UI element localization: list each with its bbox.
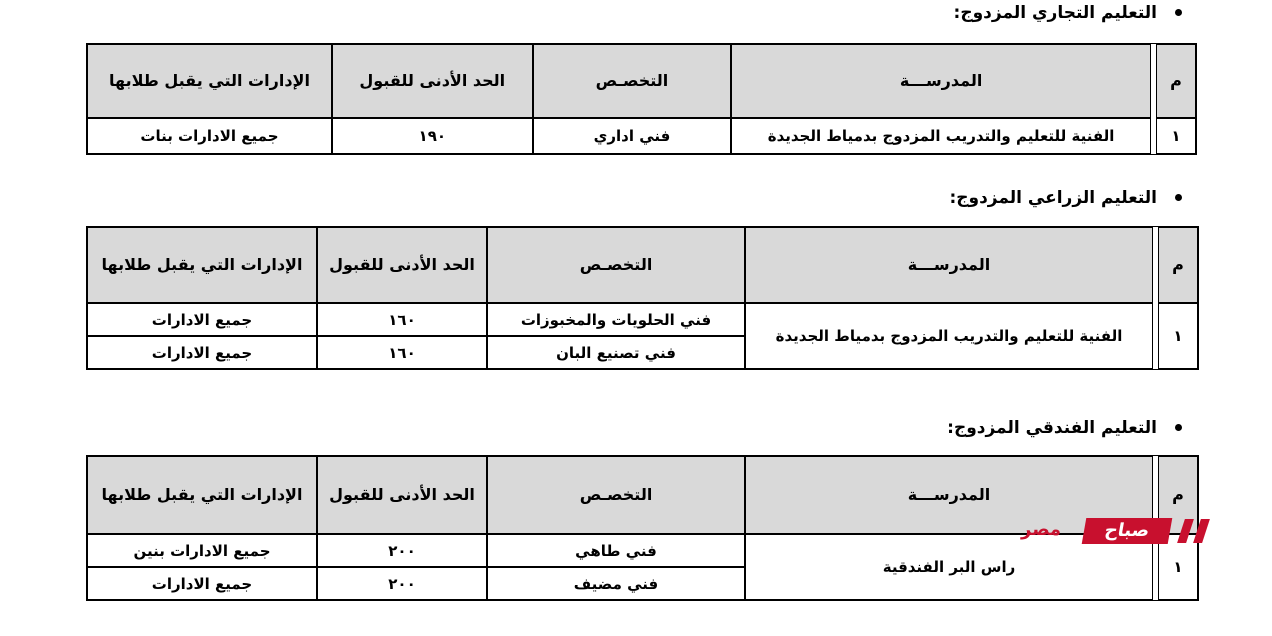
bullet-icon [1175, 9, 1182, 16]
header-m: م [1158, 227, 1198, 303]
cell-specialty: فني طاهي [487, 534, 745, 567]
header-specialty: التخصـص [487, 227, 745, 303]
cell-specialty: فني تصنيع البان [487, 336, 745, 369]
cell-min-score: ٢٠٠ [317, 534, 487, 567]
cell-min-score: ١٩٠ [332, 118, 533, 154]
cell-districts: جميع الادارات بنين [87, 534, 317, 567]
header-districts: الإدارات التي يقبل طلابها [87, 456, 317, 534]
section-title-text: التعليم الفندقي المزدوج: [947, 418, 1157, 438]
cell-gap [1151, 118, 1156, 154]
section-title-text: التعليم التجاري المزدوج: [953, 3, 1157, 23]
commercial-table [86, 43, 1197, 155]
section-title-hotel [947, 418, 1182, 438]
table-row [87, 118, 1196, 154]
table-row [87, 303, 1198, 336]
cell-m: ١ [1156, 118, 1196, 154]
header-specialty: التخصـص [487, 456, 745, 534]
header-min-score: الحد الأدنى للقبول [332, 44, 533, 118]
cell-m: ١ [1158, 303, 1198, 369]
agricultural-table [86, 226, 1199, 370]
bullet-icon [1175, 194, 1182, 201]
header-min-score: الحد الأدنى للقبول [317, 227, 487, 303]
watermark-word-sabah: صباح [1082, 518, 1173, 544]
header-m: م [1158, 456, 1198, 534]
cell-specialty: فني اداري [533, 118, 732, 154]
header-min-score: الحد الأدنى للقبول [317, 456, 487, 534]
cell-districts: جميع الادارات [87, 567, 317, 600]
cell-school: راس البر الفندقية [745, 534, 1153, 600]
header-school: المدرســـة [745, 227, 1153, 303]
cell-m: ١ [1158, 534, 1198, 600]
header-m: م [1156, 44, 1196, 118]
cell-districts: جميع الادارات [87, 303, 317, 336]
bullet-icon [1175, 424, 1182, 431]
section-title-agricultural [949, 188, 1182, 208]
cell-specialty: فني الحلويات والمخبوزات [487, 303, 745, 336]
watermark-logo [1017, 515, 1217, 547]
cell-gap [1153, 303, 1158, 369]
header-gap [1153, 227, 1158, 303]
cell-min-score: ١٦٠ [317, 303, 487, 336]
cell-specialty: فني مضيف [487, 567, 745, 600]
cell-min-score: ١٦٠ [317, 336, 487, 369]
header-districts: الإدارات التي يقبل طلابها [87, 227, 317, 303]
section-title-commercial [954, 3, 1182, 23]
cell-school: الفنية للتعليم والتدريب المزدوج بدمياط الجديدة [731, 118, 1151, 154]
header-specialty: التخصـص [533, 44, 732, 118]
cell-districts: جميع الادارات [87, 336, 317, 369]
header-gap [1151, 44, 1156, 118]
header-school: المدرســـة [731, 44, 1151, 118]
watermark-bar-icon [1177, 519, 1194, 543]
section-title-text: التعليم الزراعي المزدوج: [949, 188, 1157, 208]
header-school: المدرســـة [745, 456, 1153, 534]
cell-districts: جميع الادارات بنات [87, 118, 332, 154]
watermark-word-masr: مصر [1021, 519, 1062, 540]
cell-school: الفنية للتعليم والتدريب المزدوج بدمياط الجديدة [745, 303, 1153, 369]
watermark-bar-icon [1193, 519, 1210, 543]
cell-min-score: ٢٠٠ [317, 567, 487, 600]
header-districts: الإدارات التي يقبل طلابها [87, 44, 332, 118]
